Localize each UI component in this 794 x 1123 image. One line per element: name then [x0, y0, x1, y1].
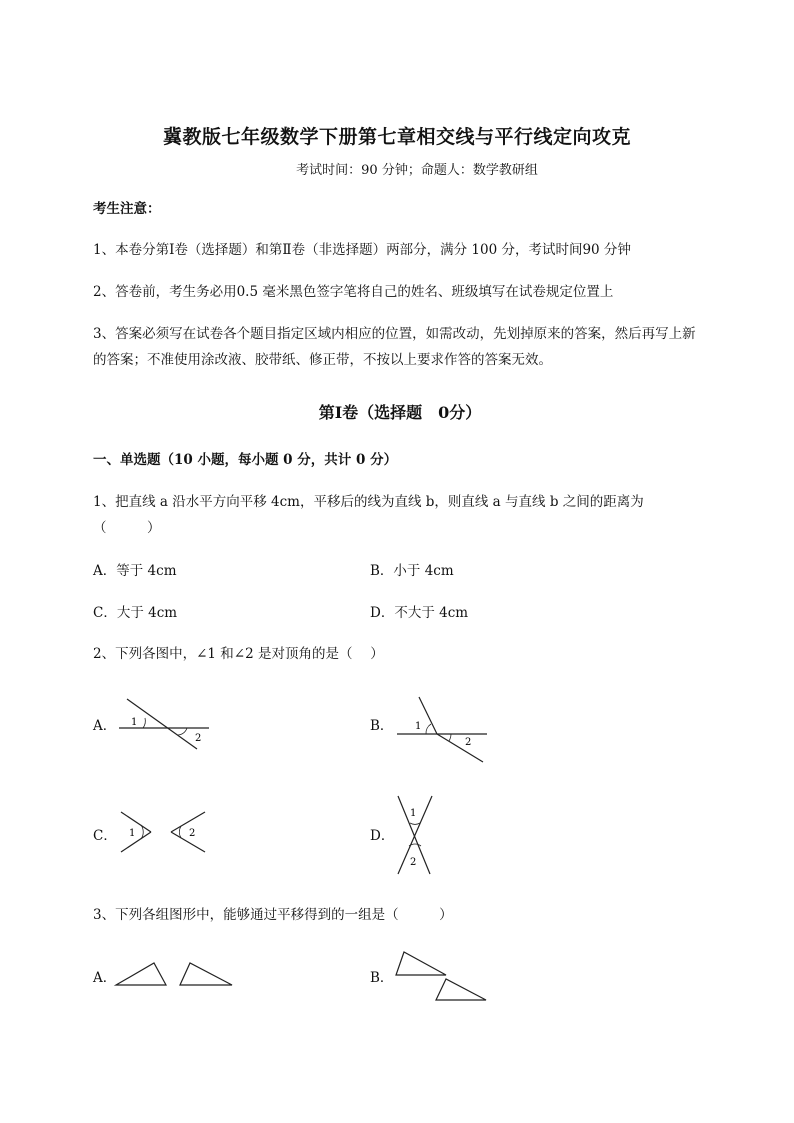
- notice-heading: 考生注意：: [93, 201, 161, 217]
- part-one-heading: 一、单选题（10 小题，每小题 0 分，共计 0 分）: [93, 452, 398, 468]
- angle-2-label: 2: [189, 828, 196, 839]
- notice-item-3-cont: 的答案；不准使用涂改液、胶带纸、修正带，不按以上要求作答的答案无效。: [93, 352, 552, 368]
- q2-figure-c: [115, 806, 215, 858]
- q2-figure-a: [115, 692, 215, 754]
- q2-figure-b: [393, 692, 493, 764]
- q2-figure-d: [392, 792, 438, 878]
- q1-option-b[interactable]: B．小于 4cm: [370, 563, 454, 579]
- question-1-blank: （ ）: [93, 520, 161, 536]
- notice-item-1: 1、本卷分第Ⅰ卷（选择题）和第Ⅱ卷（非选择题）两部分，满分 100 分，考试时间90 分钟: [93, 242, 631, 258]
- question-1-stem: 1、把直线 a 沿水平方向平移 4cm，平移后的线为直线 b，则直线 a 与直线 b 之间的距离为: [93, 494, 644, 510]
- q2-option-a-label[interactable]: A．: [93, 718, 117, 734]
- exam-info: 考试时间：90 分钟；命题人：数学教研组: [296, 163, 538, 178]
- angle-1-label: 1: [415, 721, 422, 732]
- q1-option-c[interactable]: C．大于 4cm: [93, 605, 178, 621]
- q2-option-b-label[interactable]: B．: [370, 718, 394, 734]
- angle-2-label: 2: [195, 733, 202, 744]
- q1-option-d[interactable]: D．不大于 4cm: [370, 605, 469, 621]
- q3-figure-b: [390, 948, 494, 1004]
- q3-option-b-label[interactable]: B．: [370, 970, 394, 986]
- angle-1-label: 1: [131, 717, 138, 728]
- q3-figure-a: [112, 958, 246, 990]
- question-2-stem: 2、下列各图中，∠1 和∠2 是对顶角的是（ ）: [93, 646, 384, 662]
- angle-1-label: 1: [129, 828, 136, 839]
- angle-2-label: 2: [410, 857, 417, 868]
- angle-2-label: 2: [465, 737, 472, 748]
- notice-item-2: 2、答卷前，考生务必用0.5 毫米黑色签字笔将自己的姓名、班级填写在试卷规定位置上: [93, 284, 614, 300]
- section-title: 第Ⅰ卷（选择题 0分）: [318, 403, 482, 422]
- q1-option-a[interactable]: A．等于 4cm: [93, 563, 177, 579]
- question-3-stem: 3、下列各组图形中，能够通过平移得到的一组是（ ）: [93, 907, 453, 923]
- page-title: 冀教版七年级数学下册第七章相交线与平行线定向攻克: [162, 126, 631, 148]
- q2-option-c-label[interactable]: C．: [93, 828, 117, 844]
- notice-item-3: 3、答案必须写在试卷各个题目指定区域内相应的位置，如需改动，先划掉原来的答案，然后再写上新: [93, 326, 696, 342]
- q3-option-a-label[interactable]: A．: [93, 970, 117, 986]
- q2-option-d-label[interactable]: D．: [370, 828, 395, 844]
- angle-1-label: 1: [410, 808, 417, 819]
